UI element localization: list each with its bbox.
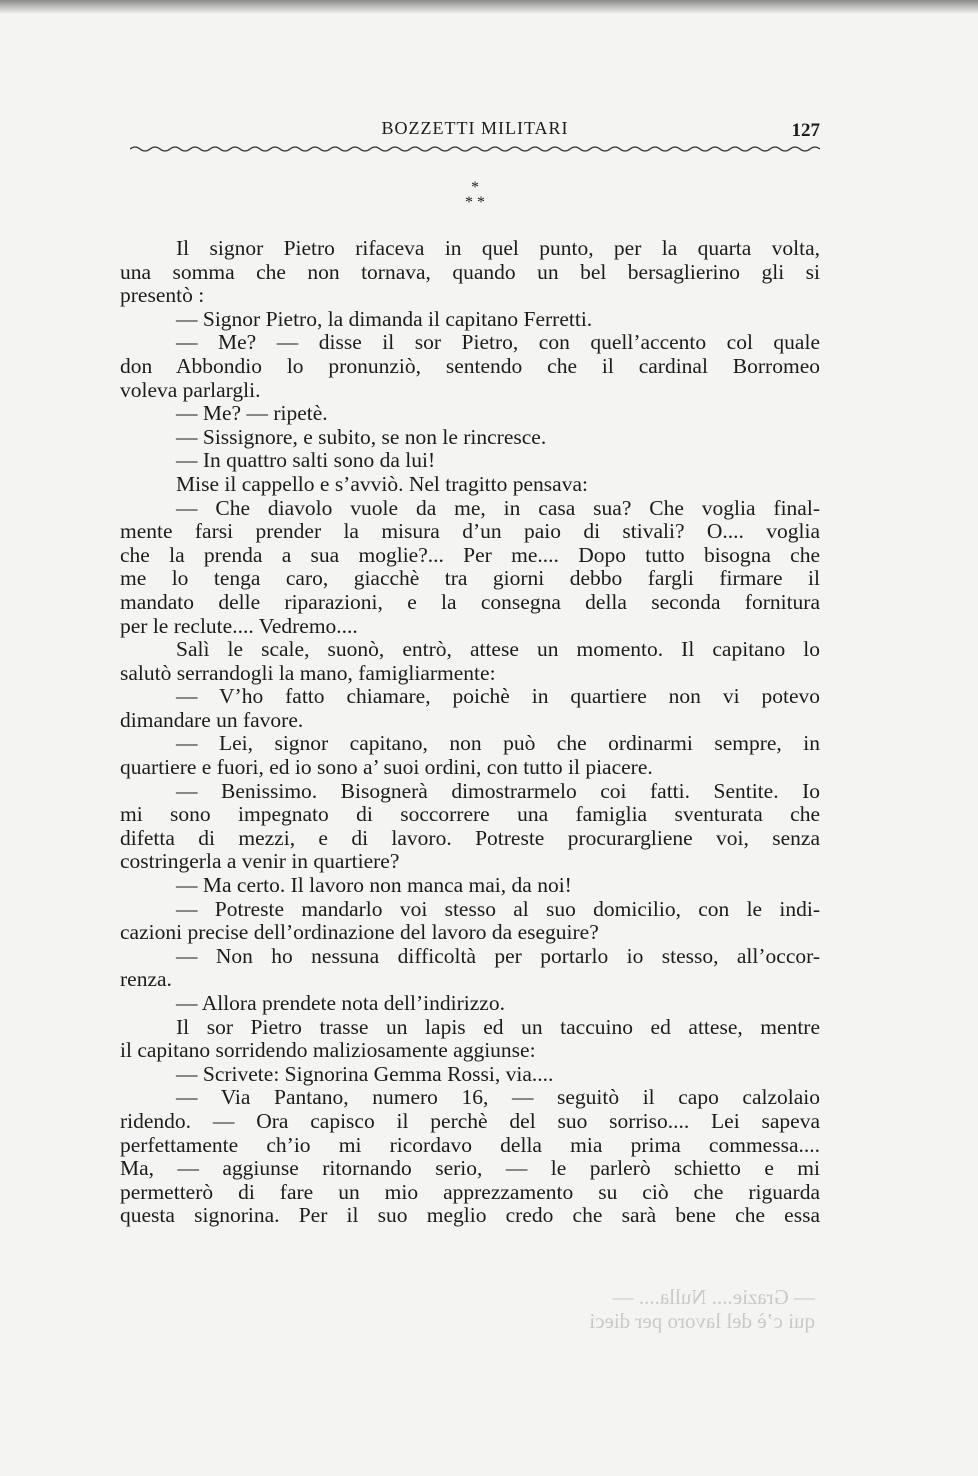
section-break-asterism xyxy=(130,180,820,210)
text-line: renza. xyxy=(120,967,172,992)
text-line: — V’ho fatto chiamare, poichè in quartiere non vi potevo xyxy=(176,684,820,709)
header-wavy-rule xyxy=(130,144,820,154)
body-text xyxy=(120,237,820,1228)
text-line: mandato delle riparazioni, e la consegna della seconda fornitura xyxy=(120,589,820,614)
text-line: — Me? — ripetè. xyxy=(176,401,328,426)
text-line: presentò : xyxy=(120,283,205,308)
show-through-line: qui c’è del lavoro per dieci xyxy=(589,1309,815,1333)
asterism-top: * xyxy=(471,179,479,196)
text-line: — Scrivete: Signorina Gemma Rossi, via.... xyxy=(176,1061,554,1086)
text-line: — Allora prendete nota dell’indirizzo. xyxy=(176,991,505,1015)
text-line: questa signorina. Per il suo meglio credo che sarà bene che essa xyxy=(120,1203,820,1228)
text-line: mente farsi prender la misura d’un paio di stivali? O.... voglia xyxy=(120,519,820,544)
text-line: Il signor Pietro rifaceva in quel punto, per la quarta volta, xyxy=(176,236,820,260)
page-top-edge xyxy=(0,0,978,14)
text-line: il capitano sorridendo maliziosamente aggiunse: xyxy=(120,1038,536,1063)
asterism-bottom: * * xyxy=(465,194,485,211)
text-line: Salì le scale, suonò, entrò, attese un momento. Il capitano lo xyxy=(176,637,820,662)
text-line: quartiere e fuori, ed io sono a’ suoi ordini, con tutto il piacere. xyxy=(120,755,653,780)
page-number: 127 xyxy=(791,120,820,141)
text-line: — In quattro salti sono da lui! xyxy=(176,448,436,473)
text-line: mi sono impegnato di soccorrere una famiglia sventurata che xyxy=(120,802,820,827)
text-line: costringerla a venir in quartiere? xyxy=(120,849,400,874)
text-line: Il sor Pietro trasse un lapis ed un taccuino ed attese, mentre xyxy=(176,1014,820,1039)
text-line: per le reclute.... Vedremo.... xyxy=(120,613,358,638)
text-line: salutò serrandogli la mano, famigliarmente: xyxy=(120,660,496,685)
text-line: — Signor Pietro, la dimanda il capitano Ferretti. xyxy=(176,306,593,331)
running-header xyxy=(130,118,820,158)
text-line: — Me? — disse il sor Pietro, con quell’accento col quale xyxy=(176,330,820,355)
running-title: BOZZETTI MILITARI xyxy=(381,118,569,138)
text-line: — Non ho nessuna difficoltà per portarlo io stesso, all’occor- xyxy=(176,943,820,968)
text-line: Ma, — aggiunse ritornando serio, — le parlerò schietto e mi xyxy=(120,1156,820,1181)
text-line: — Che diavolo vuole da me, in casa sua? Che voglia final- xyxy=(176,495,820,520)
text-line: una somma che non tornava, quando un bel bersaglierino gli si xyxy=(120,259,820,284)
text-line: Mise il cappello e s’avviò. Nel tragitto pensava: xyxy=(176,471,588,496)
text-line: difetta di mezzi, e di lavoro. Potreste procurargliene voi, senza xyxy=(120,825,820,850)
text-line: perfettamente ch’io mi ricordavo della mia prima commessa.... xyxy=(120,1132,820,1157)
show-through-line: — Grazie.... Nulla.... — xyxy=(612,1285,815,1309)
text-line: — Potreste mandarlo voi stesso al suo domicilio, con le indi- xyxy=(176,896,820,921)
text-line: cazioni precise dell’ordinazione del lavoro da eseguire? xyxy=(120,920,599,945)
show-through-text xyxy=(515,1285,815,1333)
text-line: me lo tenga caro, giacchè tra giorni debbo fargli firmare il xyxy=(120,566,820,591)
text-line: voleva parlargli. xyxy=(120,377,261,402)
text-line: — Benissimo. Bisognerà dimostrarmelo coi fatti. Sentite. Io xyxy=(176,778,820,803)
text-line: — Sissignore, e subito, se non le rincresce. xyxy=(176,424,547,449)
text-line: dimandare un favore. xyxy=(120,707,304,732)
text-line: — Via Pantano, numero 16, — seguitò il capo calzolaio xyxy=(176,1085,820,1110)
text-line: che la prenda a sua moglie?... Per me.... Dopo tutto bisogna che xyxy=(120,542,820,567)
text-line: permetterò di fare un mio apprezzamento su ciò che riguarda xyxy=(120,1179,820,1204)
text-line: ridendo. — Ora capisco il perchè del suo sorriso.... Lei sapeva xyxy=(120,1108,820,1133)
text-line: — Ma certo. Il lavoro non manca mai, da noi! xyxy=(176,873,572,898)
text-line: don Abbondio lo pronunziò, sentendo che il cardinal Borromeo xyxy=(120,353,820,378)
text-line: — Lei, signor capitano, non può che ordinarmi sempre, in xyxy=(176,731,820,756)
